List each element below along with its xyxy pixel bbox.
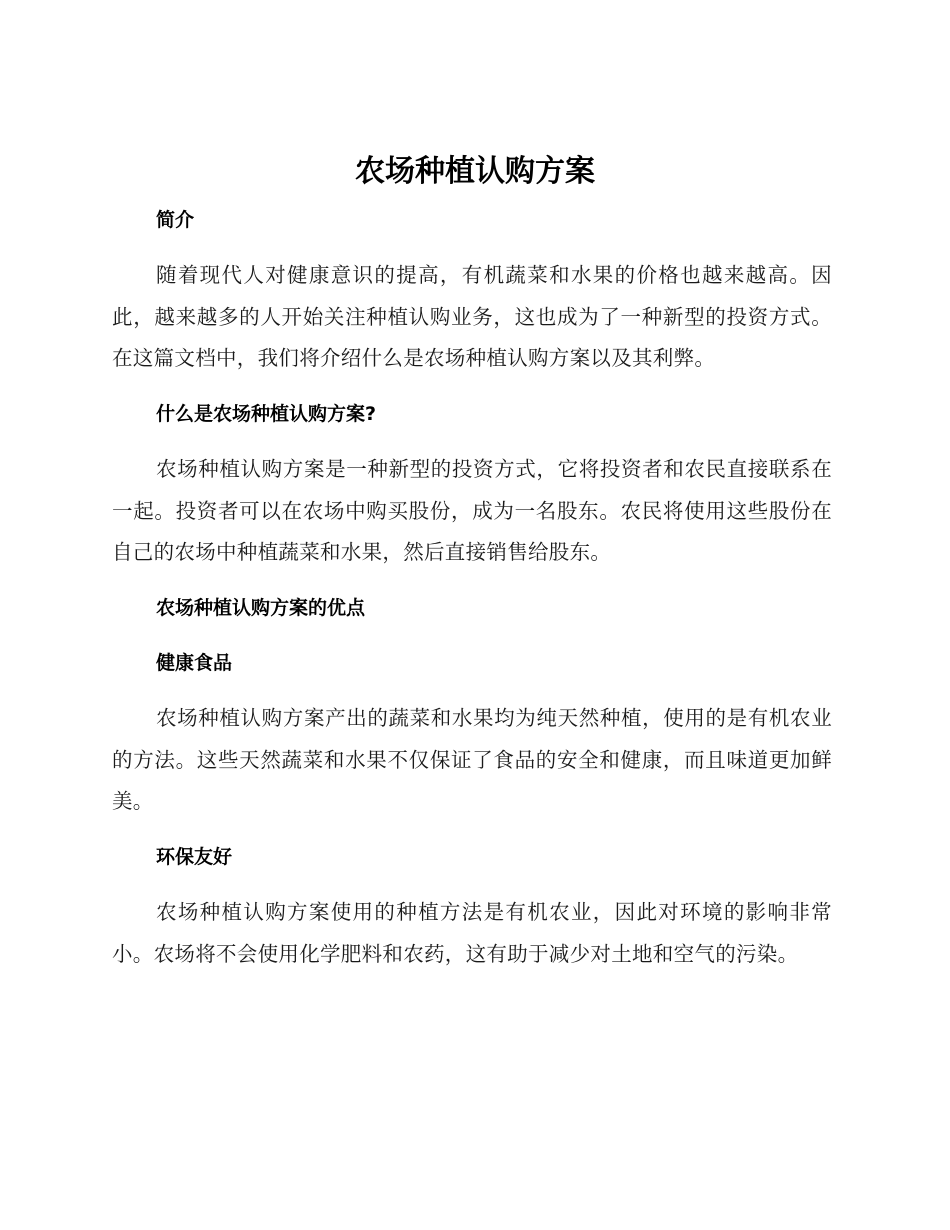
section-paragraph-what-is: 农场种植认购方案是一种新型的投资方式，它将投资者和农民直接联系在一起。投资者可以在农场中购买股份，成为一名股东。农民将使用这些股份在自己的农场中种植蔬菜和水果，然后直接销售给股东。 [112, 457, 832, 564]
section-paragraph-healthy-food: 农场种植认购方案产出的蔬菜和水果均为纯天然种植，使用的是有机农业的方法。这些天然蔬菜和水果不仅保证了食品的安全和健康，而且味道更加鲜美。 [112, 706, 832, 813]
section-paragraph-intro: 随着现代人对健康意识的提高，有机蔬菜和水果的价格也越来越高。因此，越来越多的人开始关注种植认购业务，这也成为了一种新型的投资方式。在这篇文档中，我们将介绍什么是农场种植认购方案以及其利弊。 [112, 263, 832, 370]
section-heading-intro: 简介 [156, 209, 195, 231]
section-heading-healthy-food: 健康食品 [156, 652, 233, 674]
section-heading-eco-friendly: 环保友好 [156, 846, 233, 868]
document-title: 农场种植认购方案 [355, 154, 595, 189]
section-paragraph-eco-friendly: 农场种植认购方案使用的种植方法是有机农业，因此对环境的影响非常小。农场将不会使用化学肥料和农药，这有助于减少对土地和空气的污染。 [112, 900, 832, 966]
section-heading-what-is: 什么是农场种植认购方案? [156, 403, 377, 425]
section-heading-advantages: 农场种植认购方案的优点 [156, 597, 366, 619]
